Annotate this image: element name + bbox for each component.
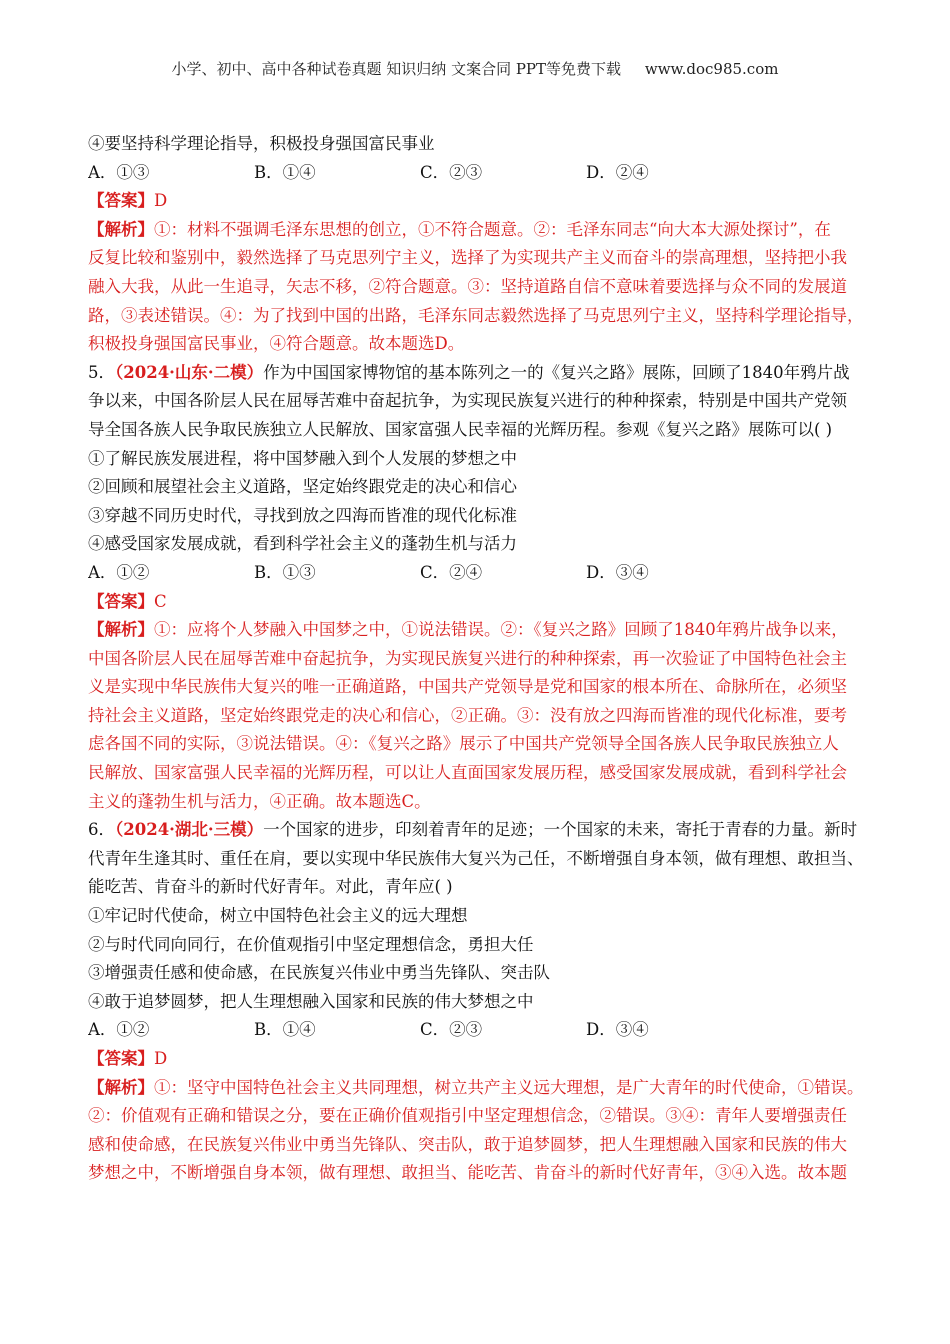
q4-analysis-line: 路，③表述错误。④：为了找到中国的出路，毛泽东同志毅然选择了马克思列宁主义，坚持科学理论指导，: [88, 305, 864, 325]
page-header: 小学、初中、高中各种试卷真题 知识归纳 文案合同 PPT等免费下载 www.doc985.com: [171, 60, 779, 78]
q6-stem-line: 能吃苦、肯奋斗的新时代好青年。对此，青年应( ): [88, 877, 453, 897]
q5-options: [88, 559, 878, 588]
answer-value: D: [154, 1049, 168, 1068]
q5-analysis-line: 义是实现中华民族伟大复兴的唯一正确道路，中国共产党领导是党和国家的根本所在、命脉所在，必须坚: [88, 677, 847, 697]
q5-option-d: D．③④: [586, 562, 649, 582]
q5-answer: [88, 588, 878, 617]
question-source: （2024·湖北·三模）: [115, 820, 264, 840]
question-source: （2024·山东·二模）: [115, 362, 264, 382]
question-number: 6．: [88, 820, 115, 840]
q4-option-c: C．②③: [420, 162, 483, 182]
q5-stem-line: 导全国各族人民争取民族独立人民解放、国家富强人民幸福的光辉历程。参观《复兴之路》展陈可以( ): [88, 419, 833, 439]
q4-option-d: D．②④: [586, 162, 649, 182]
document-body: [88, 130, 878, 1188]
answer-label: 【答案】: [88, 191, 154, 211]
question-number: 5．: [88, 362, 115, 382]
answer-label: 【答案】: [88, 1049, 154, 1068]
stem-text: 一个国家的进步，印刻着青年的足迹；一个国家的未来，寄托于青春的力量。新时: [263, 820, 858, 840]
q5-analysis-line: 中国各阶层人民在屈辱苦难中奋起抗争，为实现民族复兴进行的种种探索，再一次验证了中国特色社会主: [88, 648, 847, 668]
q5-stem-line: 争以来，中国各阶层人民在屈辱苦难中奋起抗争，为实现民族复兴进行的种种探索，特别是中国共产党领: [88, 391, 847, 411]
q5-analysis-line: 持社会主义道路，坚定始终跟党走的决心和信心，②正确。③：没有放之四海而皆准的现代化标准，要考: [88, 705, 847, 725]
q5-analysis-line: 虑各国不同的实际，③说法错误。④：《复兴之路》展示了中国共产党领导全国各族人民争取民族独立人: [88, 734, 839, 754]
q4-options: [88, 159, 878, 188]
q5-item-3: ③穿越不同历史时代，寻找到放之四海而皆准的现代化标准: [88, 505, 517, 525]
q6-analysis-line: 感和使命感，在民族复兴伟业中勇当先锋队、突击队，敢于追梦圆梦，把人生理想融入国家和民族的伟大: [88, 1134, 847, 1154]
analysis-label: 【解析】: [88, 620, 154, 640]
q5-analysis-line: 主义的蓬勃生机与活力，④正确。故本题选C。: [88, 791, 431, 811]
q5-item-1: ①了解民族发展进程，将中国梦融入到个人发展的梦想之中: [88, 448, 517, 468]
q6-analysis-line: 梦想之中，不断增强自身本领，做有理想、敢担当、能吃苦、肯奋斗的新时代好青年，③④入选。故本题: [88, 1163, 847, 1183]
q6-analysis-line: [88, 1074, 878, 1103]
q5-option-c: C．②④: [420, 562, 483, 582]
q6-item-3: ③增强责任感和使命感，在民族复兴伟业中勇当先锋队、突击队: [88, 963, 550, 983]
q6-stem-line: 代青年生逢其时、重任在肩，要以实现中华民族伟大复兴为己任，不断增强自身本领，做有理想、敢担当、: [88, 848, 864, 868]
q4-option-b: B．①④: [254, 162, 316, 182]
analysis-text: ①：坚守中国特色社会主义共同理想，树立共产主义远大理想，是广大青年的时代使命，①错误。: [154, 1077, 864, 1097]
q6-option-b: B．①④: [254, 1020, 316, 1040]
q5-analysis-line: 民解放、国家富强人民幸福的光辉历程，可以让人直面国家发展历程，感受国家发展成就，看到科学社会: [88, 763, 847, 783]
q6-item-2: ②与时代同向同行，在价值观指引中坚定理想信念，勇担大任: [88, 934, 534, 954]
answer-label: 【答案】: [88, 591, 154, 611]
q4-item-4: ④要坚持科学理论指导，积极投身强国富民事业: [88, 134, 435, 153]
q6-option-c: C．②③: [420, 1020, 483, 1040]
analysis-text: ①：应将个人梦融入中国梦之中，①说法错误。②：《复兴之路》回顾了1840年鸦片战争以来，: [154, 620, 848, 640]
q6-answer: [88, 1045, 878, 1074]
q6-option-a: A．①②: [88, 1020, 150, 1040]
stem-text: 作为中国国家博物馆的基本陈列之一的《复兴之路》展陈，回顾了1840年鸦片战: [263, 362, 850, 382]
q6-stem-line: [88, 816, 878, 845]
analysis-label: 【解析】: [88, 219, 154, 239]
q6-item-4: ④敢于追梦圆梦，把人生理想融入国家和民族的伟大梦想之中: [88, 991, 534, 1011]
q5-analysis-line: [88, 616, 878, 645]
q6-option-d: D．③④: [586, 1020, 649, 1040]
q4-answer: [88, 187, 878, 216]
q6-analysis-line: ②：价值观有正确和错误之分，要在正确价值观指引中坚定理想信念，②错误。③④：青年人要增强责任: [88, 1106, 847, 1126]
q4-analysis-line: 反复比较和鉴别中，毅然选择了马克思列宁主义，选择了为实现共产主义而奋斗的崇高理想，坚持把小我: [88, 248, 847, 268]
analysis-text: ①：材料不强调毛泽东思想的创立，①不符合题意。②：毛泽东同志“向大本大源处探讨”，在: [154, 219, 831, 239]
q4-analysis-line: 融入大我，从此一生追寻，矢志不移，②符合题意。③：坚持道路自信不意味着要选择与众不同的发展道: [88, 276, 847, 296]
answer-value: D: [154, 191, 168, 211]
q4-analysis-line: [88, 216, 878, 245]
q4-analysis-line: 积极投身强国富民事业，④符合题意。故本题选D。: [88, 334, 465, 354]
q5-item-4: ④感受国家发展成就，看到科学社会主义的蓬勃生机与活力: [88, 534, 517, 554]
q6-options: [88, 1016, 878, 1045]
q5-option-b: B．①③: [254, 562, 316, 582]
q5-option-a: A．①②: [88, 562, 150, 582]
q4-option-a: A．①③: [88, 162, 150, 182]
q5-stem-line: [88, 359, 878, 388]
q5-item-2: ②回顾和展望社会主义道路，坚定始终跟党走的决心和信心: [88, 477, 517, 497]
q6-item-1: ①牢记时代使命，树立中国特色社会主义的远大理想: [88, 906, 468, 926]
answer-value: C: [154, 591, 167, 611]
analysis-label: 【解析】: [88, 1077, 154, 1097]
